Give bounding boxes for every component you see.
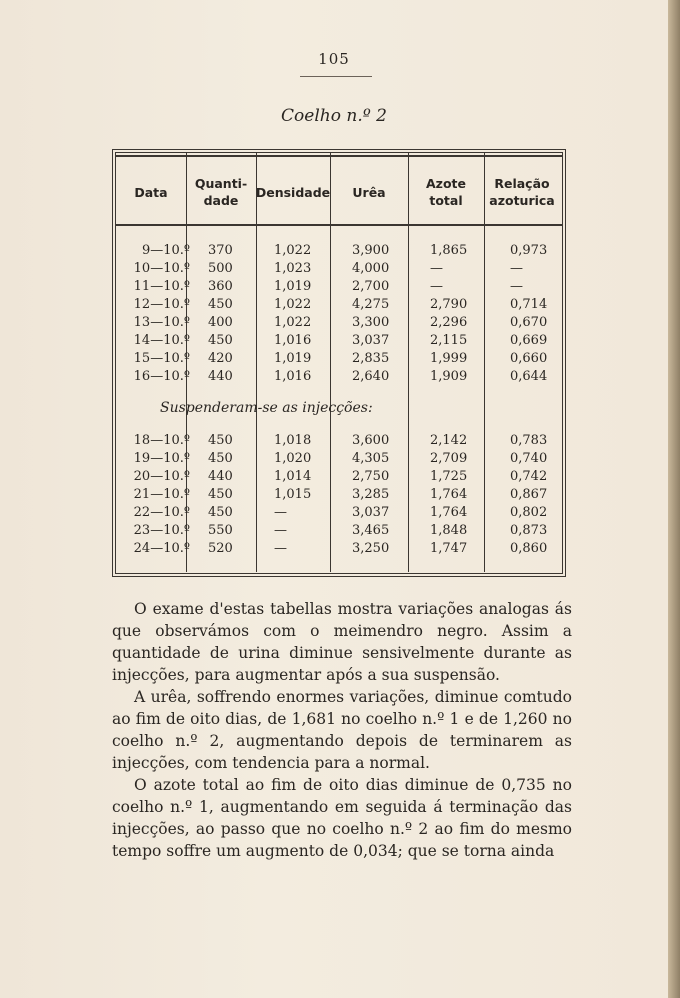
urea-cell: 2,640: [352, 369, 390, 384]
density-cell: 1,016: [274, 369, 312, 384]
quantity-cell: 450: [208, 433, 233, 448]
table-row: [116, 486, 562, 504]
date-cell: 13—10.º: [133, 315, 190, 330]
azote-cell: 2,115: [430, 333, 468, 348]
urea-cell: 3,465: [352, 523, 390, 538]
quantity-cell: 450: [208, 297, 233, 312]
ratio-cell: —: [510, 279, 523, 294]
ratio-cell: 0,783: [510, 433, 548, 448]
ratio-cell: 0,740: [510, 451, 548, 466]
urea-cell: 3,037: [352, 505, 390, 520]
azote-cell: 2,790: [430, 297, 468, 312]
ratio-cell: 0,802: [510, 505, 548, 520]
date-cell: 21—10.º: [133, 487, 190, 502]
table-row: [116, 314, 562, 332]
azote-cell: 2,142: [430, 433, 468, 448]
date-cell: 19—10.º: [133, 451, 190, 466]
quantity-cell: 450: [208, 505, 233, 520]
density-cell: 1,015: [274, 487, 312, 502]
density-cell: 1,019: [274, 279, 312, 294]
urea-cell: 2,835: [352, 351, 390, 366]
table-row: [116, 450, 562, 468]
table-row: [116, 332, 562, 350]
date-cell: 16—10.º: [133, 369, 190, 384]
ratio-cell: —: [510, 261, 523, 276]
table-header-rule: [116, 224, 562, 226]
table-row: [116, 432, 562, 450]
urea-cell: 3,250: [352, 541, 390, 556]
page-number-rule: [300, 76, 372, 77]
date-cell: 9—10.º: [141, 243, 190, 258]
quantity-cell: 450: [208, 451, 233, 466]
urea-cell: 2,700: [352, 279, 390, 294]
azote-cell: 1,999: [430, 351, 468, 366]
ratio-cell: 0,714: [510, 297, 548, 312]
urea-cell: 4,275: [352, 297, 390, 312]
azote-cell: 1,725: [430, 469, 468, 484]
table-row: [116, 278, 562, 296]
urea-cell: 3,037: [352, 333, 390, 348]
density-cell: 1,018: [274, 433, 312, 448]
date-cell: 23—10.º: [133, 523, 190, 538]
date-cell: 11—10.º: [133, 279, 190, 294]
table-row: [116, 260, 562, 278]
quantity-cell: 440: [208, 469, 233, 484]
urea-cell: 3,300: [352, 315, 390, 330]
urea-cell: 3,900: [352, 243, 390, 258]
density-cell: 1,022: [274, 297, 312, 312]
header-densidade: Densidade: [255, 184, 331, 200]
table-row: [116, 504, 562, 522]
paragraph: O azote total ao fim de oito dias diminue de 0,735 no coelho n.º 1, augmentando em seguida á terminação das injecções, ao passo que no coelho n.º 2 ao fim do mesmo tempo soffre um augmento de 0,034; que se torna ainda: [112, 776, 572, 860]
azote-cell: 2,709: [430, 451, 468, 466]
density-cell: 1,020: [274, 451, 312, 466]
header-quantidade: Quanti- dade: [194, 176, 248, 208]
ratio-cell: 0,660: [510, 351, 548, 366]
ratio-cell: 0,873: [510, 523, 548, 538]
quantity-cell: 440: [208, 369, 233, 384]
density-cell: —: [274, 523, 287, 538]
azote-cell: —: [430, 279, 443, 294]
date-cell: 10—10.º: [133, 261, 190, 276]
quantity-cell: 550: [208, 523, 233, 538]
paragraph: O exame d'estas tabellas mostra variações analogas ás que observámos com o meimendro negro. Assim a quantidade de urina diminue sensivelmente durante as injecções, para augmentar após a sua suspensão.: [112, 600, 572, 684]
azote-cell: 2,296: [430, 315, 468, 330]
ratio-cell: 0,742: [510, 469, 548, 484]
table-row: [116, 522, 562, 540]
urea-cell: 4,000: [352, 261, 390, 276]
quantity-cell: 420: [208, 351, 233, 366]
azote-cell: 1,865: [430, 243, 468, 258]
quantity-cell: 500: [208, 261, 233, 276]
azote-cell: —: [430, 261, 443, 276]
density-cell: 1,022: [274, 243, 312, 258]
ratio-cell: 0,973: [510, 243, 548, 258]
date-cell: 20—10.º: [133, 469, 190, 484]
ratio-cell: 0,860: [510, 541, 548, 556]
suspension-note: Suspenderam-se as injecções:: [160, 400, 373, 416]
header-data: Data: [134, 184, 168, 200]
quantity-cell: 450: [208, 333, 233, 348]
date-cell: 24—10.º: [133, 541, 190, 556]
urea-cell: 3,285: [352, 487, 390, 502]
quantity-cell: 360: [208, 279, 233, 294]
density-cell: 1,019: [274, 351, 312, 366]
ratio-cell: 0,670: [510, 315, 548, 330]
table-row: [116, 350, 562, 368]
table-row: [116, 296, 562, 314]
azote-cell: 1,764: [430, 505, 468, 520]
ratio-cell: 0,669: [510, 333, 548, 348]
density-cell: 1,016: [274, 333, 312, 348]
quantity-cell: 400: [208, 315, 233, 330]
density-cell: —: [274, 541, 287, 556]
table-row: [116, 468, 562, 486]
table-title: Coelho n.º 2: [281, 106, 387, 126]
quantity-cell: 520: [208, 541, 233, 556]
azote-cell: 1,764: [430, 487, 468, 502]
table-row: [116, 540, 562, 558]
date-cell: 18—10.º: [133, 433, 190, 448]
page-edge: [668, 0, 680, 998]
table-row: [116, 368, 562, 386]
azote-cell: 1,747: [430, 541, 468, 556]
header-relacao-azoturica: Relação azoturica: [489, 176, 555, 208]
date-cell: 14—10.º: [133, 333, 190, 348]
urea-cell: 3,600: [352, 433, 390, 448]
quantity-cell: 370: [208, 243, 233, 258]
azote-cell: 1,848: [430, 523, 468, 538]
date-cell: 15—10.º: [133, 351, 190, 366]
density-cell: 1,022: [274, 315, 312, 330]
header-azote-total: Azote total: [426, 176, 466, 208]
ratio-cell: 0,644: [510, 369, 548, 384]
page-number: 105: [318, 50, 350, 68]
urea-cell: 2,750: [352, 469, 390, 484]
paragraph: A urêa, soffrendo enormes variações, diminue comtudo ao fim de oito dias, de 1,681 no coelho n.º 1 e de 1,260 no coelho n.º 2, augmentando depois de terminarem as injecções, com tendencia para a normal.: [112, 688, 572, 772]
ratio-cell: 0,867: [510, 487, 548, 502]
header-urea: Urêa: [352, 184, 386, 200]
urea-cell: 4,305: [352, 451, 390, 466]
azote-cell: 1,909: [430, 369, 468, 384]
body-text: [112, 598, 572, 862]
density-cell: —: [274, 505, 287, 520]
table-top-rule: [116, 155, 562, 157]
date-cell: 22—10.º: [133, 505, 190, 520]
quantity-cell: 450: [208, 487, 233, 502]
table-row: [116, 242, 562, 260]
date-cell: 12—10.º: [133, 297, 190, 312]
density-cell: 1,023: [274, 261, 312, 276]
density-cell: 1,014: [274, 469, 312, 484]
